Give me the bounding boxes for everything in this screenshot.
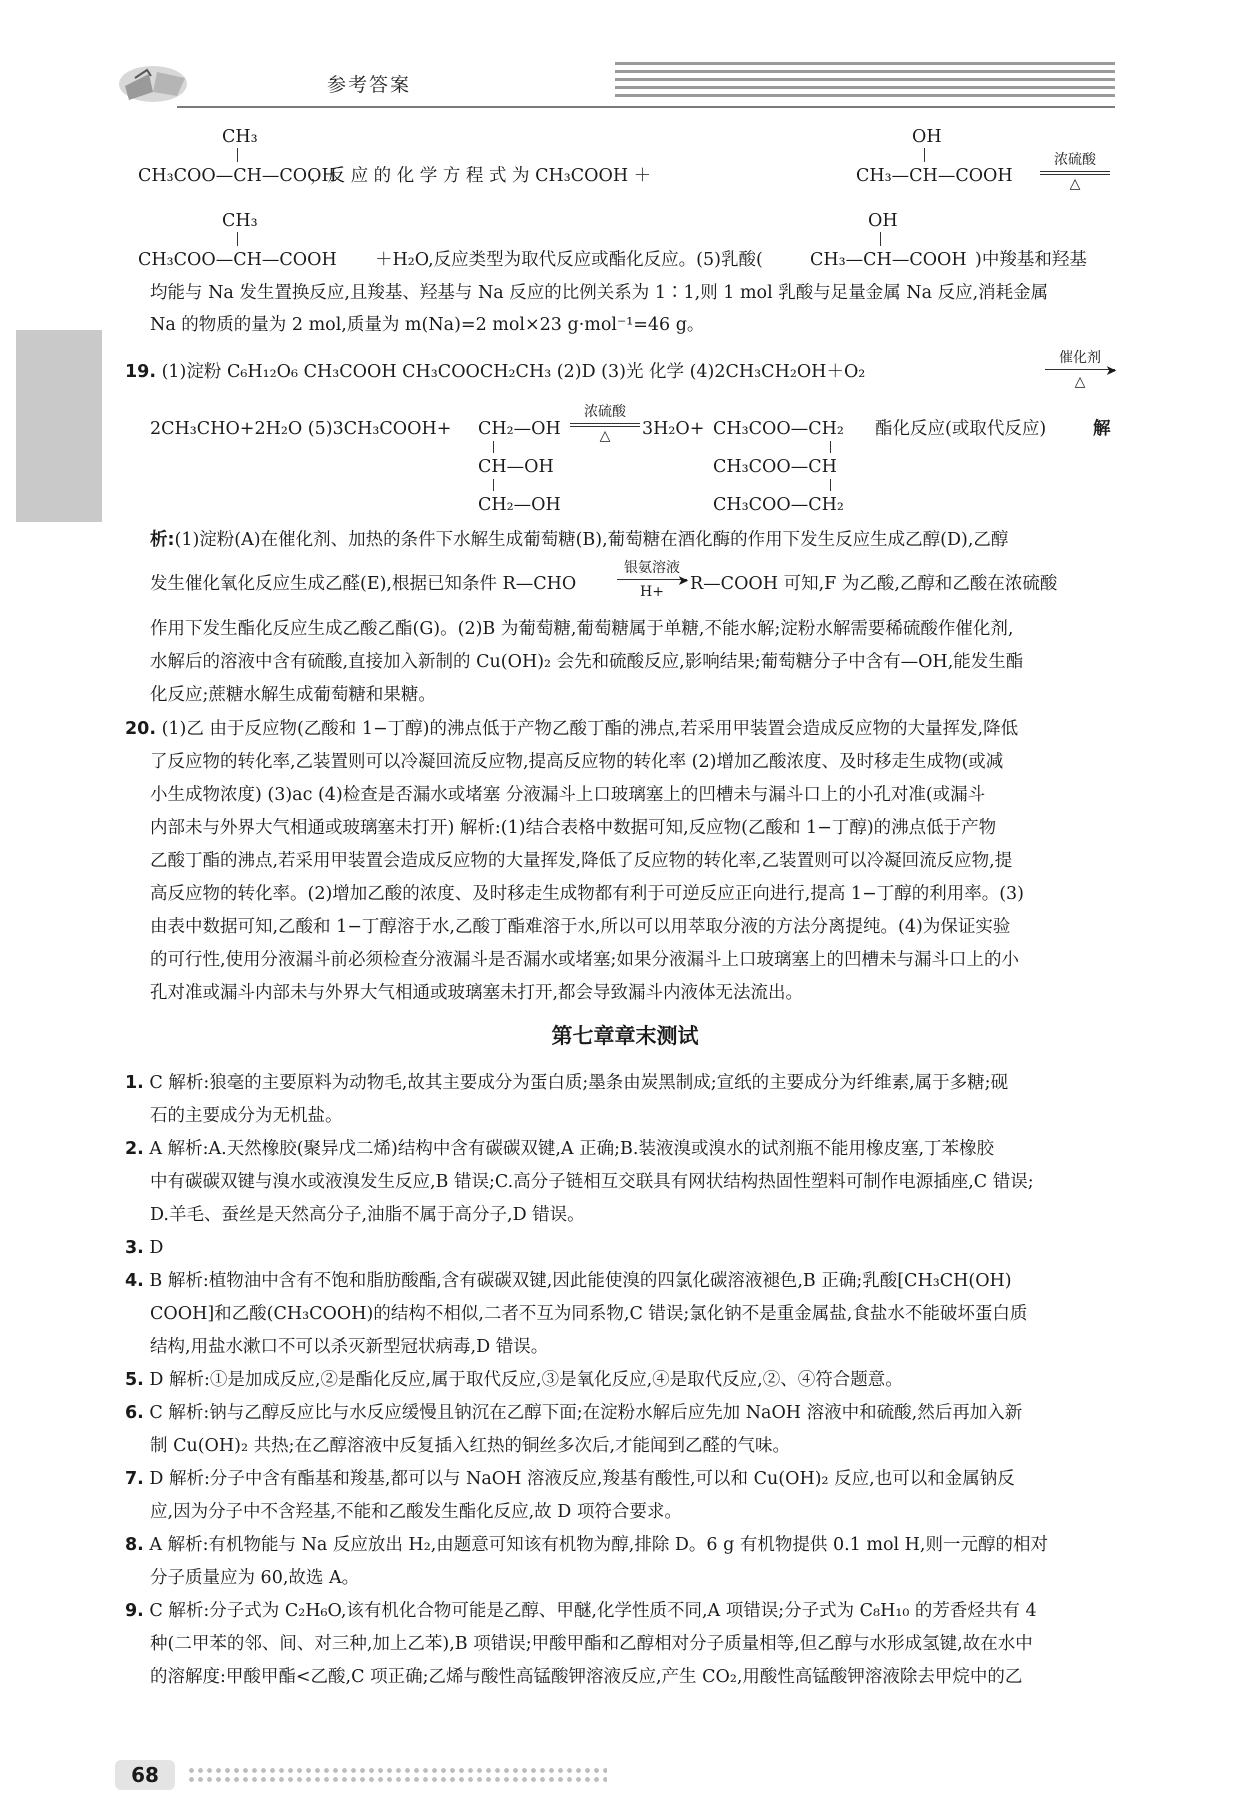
answer-text: D 解析:分子中含有酯基和羧基,都可以与 NaOH 溶液反应,羧基有酸性,可以和 Cu(OH)₂ 反应,也可以和金属钠反: [149, 1469, 1015, 1489]
answer-line: 的溶解度:甲酸甲酯<乙酸,C 项正确;乙烯与酸性高锰酸钾溶液反应,产生 CO₂,用酸性高锰酸钾溶液除去甲烷中的乙: [150, 1667, 1023, 1687]
analysis-line: 化反应;蔗糖水解生成葡萄糖和果糖。: [150, 685, 436, 705]
answer-text: A 解析:有机物能与 Na 反应放出 H₂,由题意可知该有机物为醇,排除 D。6 g 有机物提供 0.1 mol H,则一元醇的相对: [149, 1535, 1048, 1555]
answer-line: 结构,用盐水漱口不可以杀灭新型冠状病毒,D 错误。: [150, 1337, 549, 1357]
ch3-substituent: CH₃: [222, 127, 258, 147]
header-rule: [615, 62, 1115, 106]
text-tail: )中羧基和羟基: [975, 250, 1087, 270]
book-logo-icon: [115, 56, 195, 106]
bond: [924, 148, 925, 162]
page-header: [115, 52, 1115, 112]
oh-substituent: OH: [868, 211, 898, 231]
bond: [830, 479, 831, 491]
answer-line: D.羊毛、蚕丝是天然高分子,油脂不属于高分子,D 错误。: [150, 1205, 585, 1225]
analysis-text: (1)淀粉(A)在催化剂、加热的条件下水解生成葡萄糖(B),葡萄糖在酒化酶的作用下发生反应生成乙醇(D),乙醇: [174, 530, 1009, 550]
arrow-condition-top: 催化剂: [1059, 350, 1101, 366]
answer-3: [125, 1236, 1110, 1260]
question-number: 1.: [125, 1073, 144, 1093]
answer-4: [125, 1269, 1110, 1293]
glycerol-row-2: CH—OH: [478, 457, 554, 477]
answer-line: 高反应物的转化率。(2)增加乙酸的浓度、及时移走生成物都有利于可逆反应正向进行,提高 1−丁醇的利用率。(3): [150, 884, 1024, 904]
question-20-line: [125, 717, 1110, 741]
header-title: 参考答案: [327, 74, 412, 96]
question-number: 20.: [125, 719, 157, 739]
analysis-label: 析:: [150, 530, 175, 550]
answer-line: 应,因为分子中不含羟基,不能和乙酸发生酯化反应,故 D 项符合要求。: [150, 1502, 682, 1522]
answer-text: D: [149, 1238, 164, 1258]
oh-substituent: OH: [912, 127, 942, 147]
answer-text: C 解析:钠与乙醇反应比与水反应缓慢且钠沉在乙醇下面;在淀粉水解后应先加 NaOH 溶液中和硫酸,然后再加入新: [149, 1403, 1023, 1423]
analysis-line: 水解后的溶液中含有硫酸,直接加入新制的 Cu(OH)₂ 会先和硫酸反应,影响结果;葡萄糖分子中含有—OH,能发生酯: [150, 652, 1024, 672]
section-title: 第七章章末测试: [551, 1024, 699, 1048]
answer-line: 种(二甲苯的邻、间、对三种,加上乙苯),B 项错误;甲酸甲酯和乙醇相对分子质量相等,但乙醇与水形成氢键,故在水中: [150, 1634, 1033, 1654]
arrow-condition-top: 浓硫酸: [1054, 152, 1096, 168]
answer-8: [125, 1533, 1110, 1557]
arrow-condition-bottom: △: [1069, 176, 1081, 192]
ester-row-2: CH₃COO—CH: [713, 457, 837, 477]
answer-line: 孔对准或漏斗内部未与外界大气相通或玻璃塞未打开,都会导致漏斗内液体无法流出。: [150, 983, 804, 1003]
page-footer: [115, 1760, 715, 1790]
question-number: 7.: [125, 1469, 144, 1489]
answer-line: 石的主要成分为无机盐。: [150, 1106, 343, 1126]
answer-5: [125, 1368, 1110, 1392]
answer-line: 中有碳碳双键与溴水或液溴发生反应,B 错误;C.高分子链相互交联具有网状结构热固性塑料可制作电源插座,C 错误;: [150, 1172, 1034, 1192]
bond: [493, 479, 494, 491]
ester-row-1: CH₃COO—CH₂: [713, 419, 844, 439]
answer-7: [125, 1467, 1110, 1491]
analysis-label: 解: [1093, 419, 1111, 439]
answer-line: 了反应物的转化率,乙装置则可以冷凝回流反应物,提高反应物的转化率 (2)增加乙酸浓度、及时移走生成物(或减: [150, 752, 1004, 772]
answer-text: B 解析:植物油中含有不饱和脂肪酸酯,含有碳碳双键,因此能使溴的四氯化碳溶液褪色,B 正确;乳酸[CH₃CH(OH): [149, 1271, 1012, 1291]
answer-line: 乙酸丁酯的沸点,若采用甲装置会造成反应物的大量挥发,降低了反应物的转化率,乙装置则可以冷凝回流反应物,提: [150, 851, 1013, 871]
answer-line: COOH]和乙酸(CH₃COOH)的结构不相似,二者不互为同系物,C 错误;氯化钠不是重金属盐,食盐水不能破坏蛋白质: [150, 1304, 1028, 1324]
bond: [830, 441, 831, 453]
page-number: 68: [115, 1760, 175, 1790]
analysis-text: R—COOH 可知,F 为乙酸,乙醇和乙酸在浓硫酸: [690, 574, 1058, 594]
question-number: 6.: [125, 1403, 144, 1423]
answer-line: 由表中数据可知,乙酸和 1−丁醇溶于水,乙酸丁酯难溶于水,所以可以用萃取分液的方法分离提纯。(4)为保证实验: [150, 917, 1011, 937]
answer-2: [125, 1137, 1110, 1161]
bond: [880, 232, 881, 246]
answer-line: 内部未与外界大气相通或玻璃塞未打开) 解析:(1)结合表格中数据可知,反应物(乙酸和 1−丁醇)的沸点低于产物: [150, 818, 997, 838]
answer-text: (1)乙 由于反应物(乙酸和 1−丁醇)的沸点低于产物乙酸丁酯的沸点,若采用甲装置会造成反应物的大量挥发,降低: [161, 719, 1019, 739]
ch3-substituent: CH₃: [222, 211, 258, 231]
answer-9: [125, 1599, 1110, 1623]
question-number: 19.: [125, 362, 157, 382]
paragraph-line: 均能与 Na 发生置换反应,且羧基、羟基与 Na 反应的比例关系为 1∶1,则 1 mol 乳酸与足量金属 Na 反应,消耗金属: [150, 283, 1049, 303]
catalyst-arrow: 催化剂 ➤ △: [1045, 350, 1115, 390]
arrow-condition-bottom: △: [599, 428, 611, 444]
question-number: 3.: [125, 1238, 144, 1258]
lactic-acetate-formula: CH₃COO—CH—COOH: [138, 166, 337, 186]
question-19-line-1: [125, 360, 1110, 384]
arrow-condition-top: 银氨溶液: [624, 560, 680, 576]
analysis-line: [150, 528, 1110, 552]
reversible-arrow: [1040, 152, 1110, 192]
lactic-acid-formula: CH₃—CH—COOH: [856, 166, 1013, 186]
answer-text: (1)淀粉 C₆H₁₂O₆ CH₃COOH CH₃COOCH₂CH₃ (2)D (3)光 化学 (4)2CH₃CH₂OH＋O₂: [161, 362, 866, 382]
arrow-condition-top: 浓硫酸: [584, 404, 626, 420]
bond: [237, 148, 238, 162]
answer-6: [125, 1401, 1110, 1425]
bond: [493, 441, 494, 453]
question-number: 9.: [125, 1601, 144, 1621]
answer-text: 2CH₃CHO+2H₂O (5)3CH₃COOH+: [150, 419, 452, 439]
analysis-text: 发生催化氧化反应生成乙醛(E),根据已知条件 R—CHO: [150, 574, 577, 594]
paragraph-line: Na 的物质的量为 2 mol,质量为 m(Na)=2 mol×23 g·mol⁻¹=46 g。: [150, 315, 705, 335]
footer-dots: [187, 1766, 607, 1784]
arrow-condition-bottom: △: [1074, 374, 1086, 390]
answer-line: 小生成物浓度) (3)ac (4)检查是否漏水或堵塞 分液漏斗上口玻璃塞上的凹槽未与漏斗口上的小孔对准(或漏斗: [150, 785, 986, 805]
bond: [237, 232, 238, 246]
arrow-condition-bottom: H+: [640, 584, 664, 600]
answer-line: 制 Cu(OH)₂ 共热;在乙醇溶液中反复插入红热的铜丝多次后,才能闻到乙醛的气味。: [150, 1436, 791, 1456]
reaction-type: 酯化反应(或取代反应): [875, 419, 1047, 439]
reversible-arrow: [570, 404, 640, 444]
answer-1: [125, 1071, 1110, 1095]
side-tab: [16, 330, 102, 522]
answer-text: C 解析:狼毫的主要原料为动物毛,故其主要成分为蛋白质;墨条由炭黑制成;宣纸的主要成分为纤维素,属于多糖;砚: [149, 1073, 1009, 1093]
question-number: 4.: [125, 1271, 144, 1291]
ester-row-3: CH₃COO—CH₂: [713, 495, 844, 515]
glycerol-row-1: CH₂—OH: [478, 419, 561, 439]
reaction-arrow: 银氨溶液 ➤ H+: [617, 560, 687, 600]
answer-text: C 解析:分子式为 C₂H₆O,该有机化合物可能是乙醇、甲醚,化学性质不同,A 项错误;分子式为 C₈H₁₀ 的芳香烃共有 4: [149, 1601, 1037, 1621]
lactic-acid-formula: CH₃—CH—COOH: [810, 250, 967, 270]
answer-text: D 解析:①是加成反应,②是酯化反应,属于取代反应,③是氧化反应,④是取代反应,②、④符合题意。: [149, 1370, 903, 1390]
question-number: 2.: [125, 1139, 144, 1159]
answer-text: 3H₂O+: [642, 419, 705, 439]
question-number: 5.: [125, 1370, 144, 1390]
product-formula: CH₃COO—CH—COOH: [138, 250, 337, 270]
header-baseline: [177, 106, 1115, 108]
equation-text: ，反 应 的 化 学 方 程 式 为 CH₃COOH ＋: [310, 166, 652, 186]
answer-line: 的可行性,使用分液漏斗前必须检查分液漏斗是否漏水或堵塞;如果分液漏斗上口玻璃塞上的凹槽未与漏斗口上的小: [150, 950, 1019, 970]
analysis-line: 作用下发生酯化反应生成乙酸乙酯(G)。(2)B 为葡萄糖,葡萄糖属于单糖,不能水解;淀粉水解需要稀硫酸作催化剂,: [150, 619, 1014, 639]
reaction-type-text: ＋H₂O,反应类型为取代反应或酯化反应。(5)乳酸(: [375, 250, 763, 270]
answer-text: A 解析:A.天然橡胶(聚异戊二烯)结构中含有碳碳双键,A 正确;B.装液溴或溴水的试剂瓶不能用橡皮塞,丁苯橡胶: [149, 1139, 995, 1159]
answer-line: 分子质量应为 60,故选 A。: [150, 1568, 360, 1588]
question-number: 8.: [125, 1535, 144, 1555]
glycerol-row-3: CH₂—OH: [478, 495, 561, 515]
